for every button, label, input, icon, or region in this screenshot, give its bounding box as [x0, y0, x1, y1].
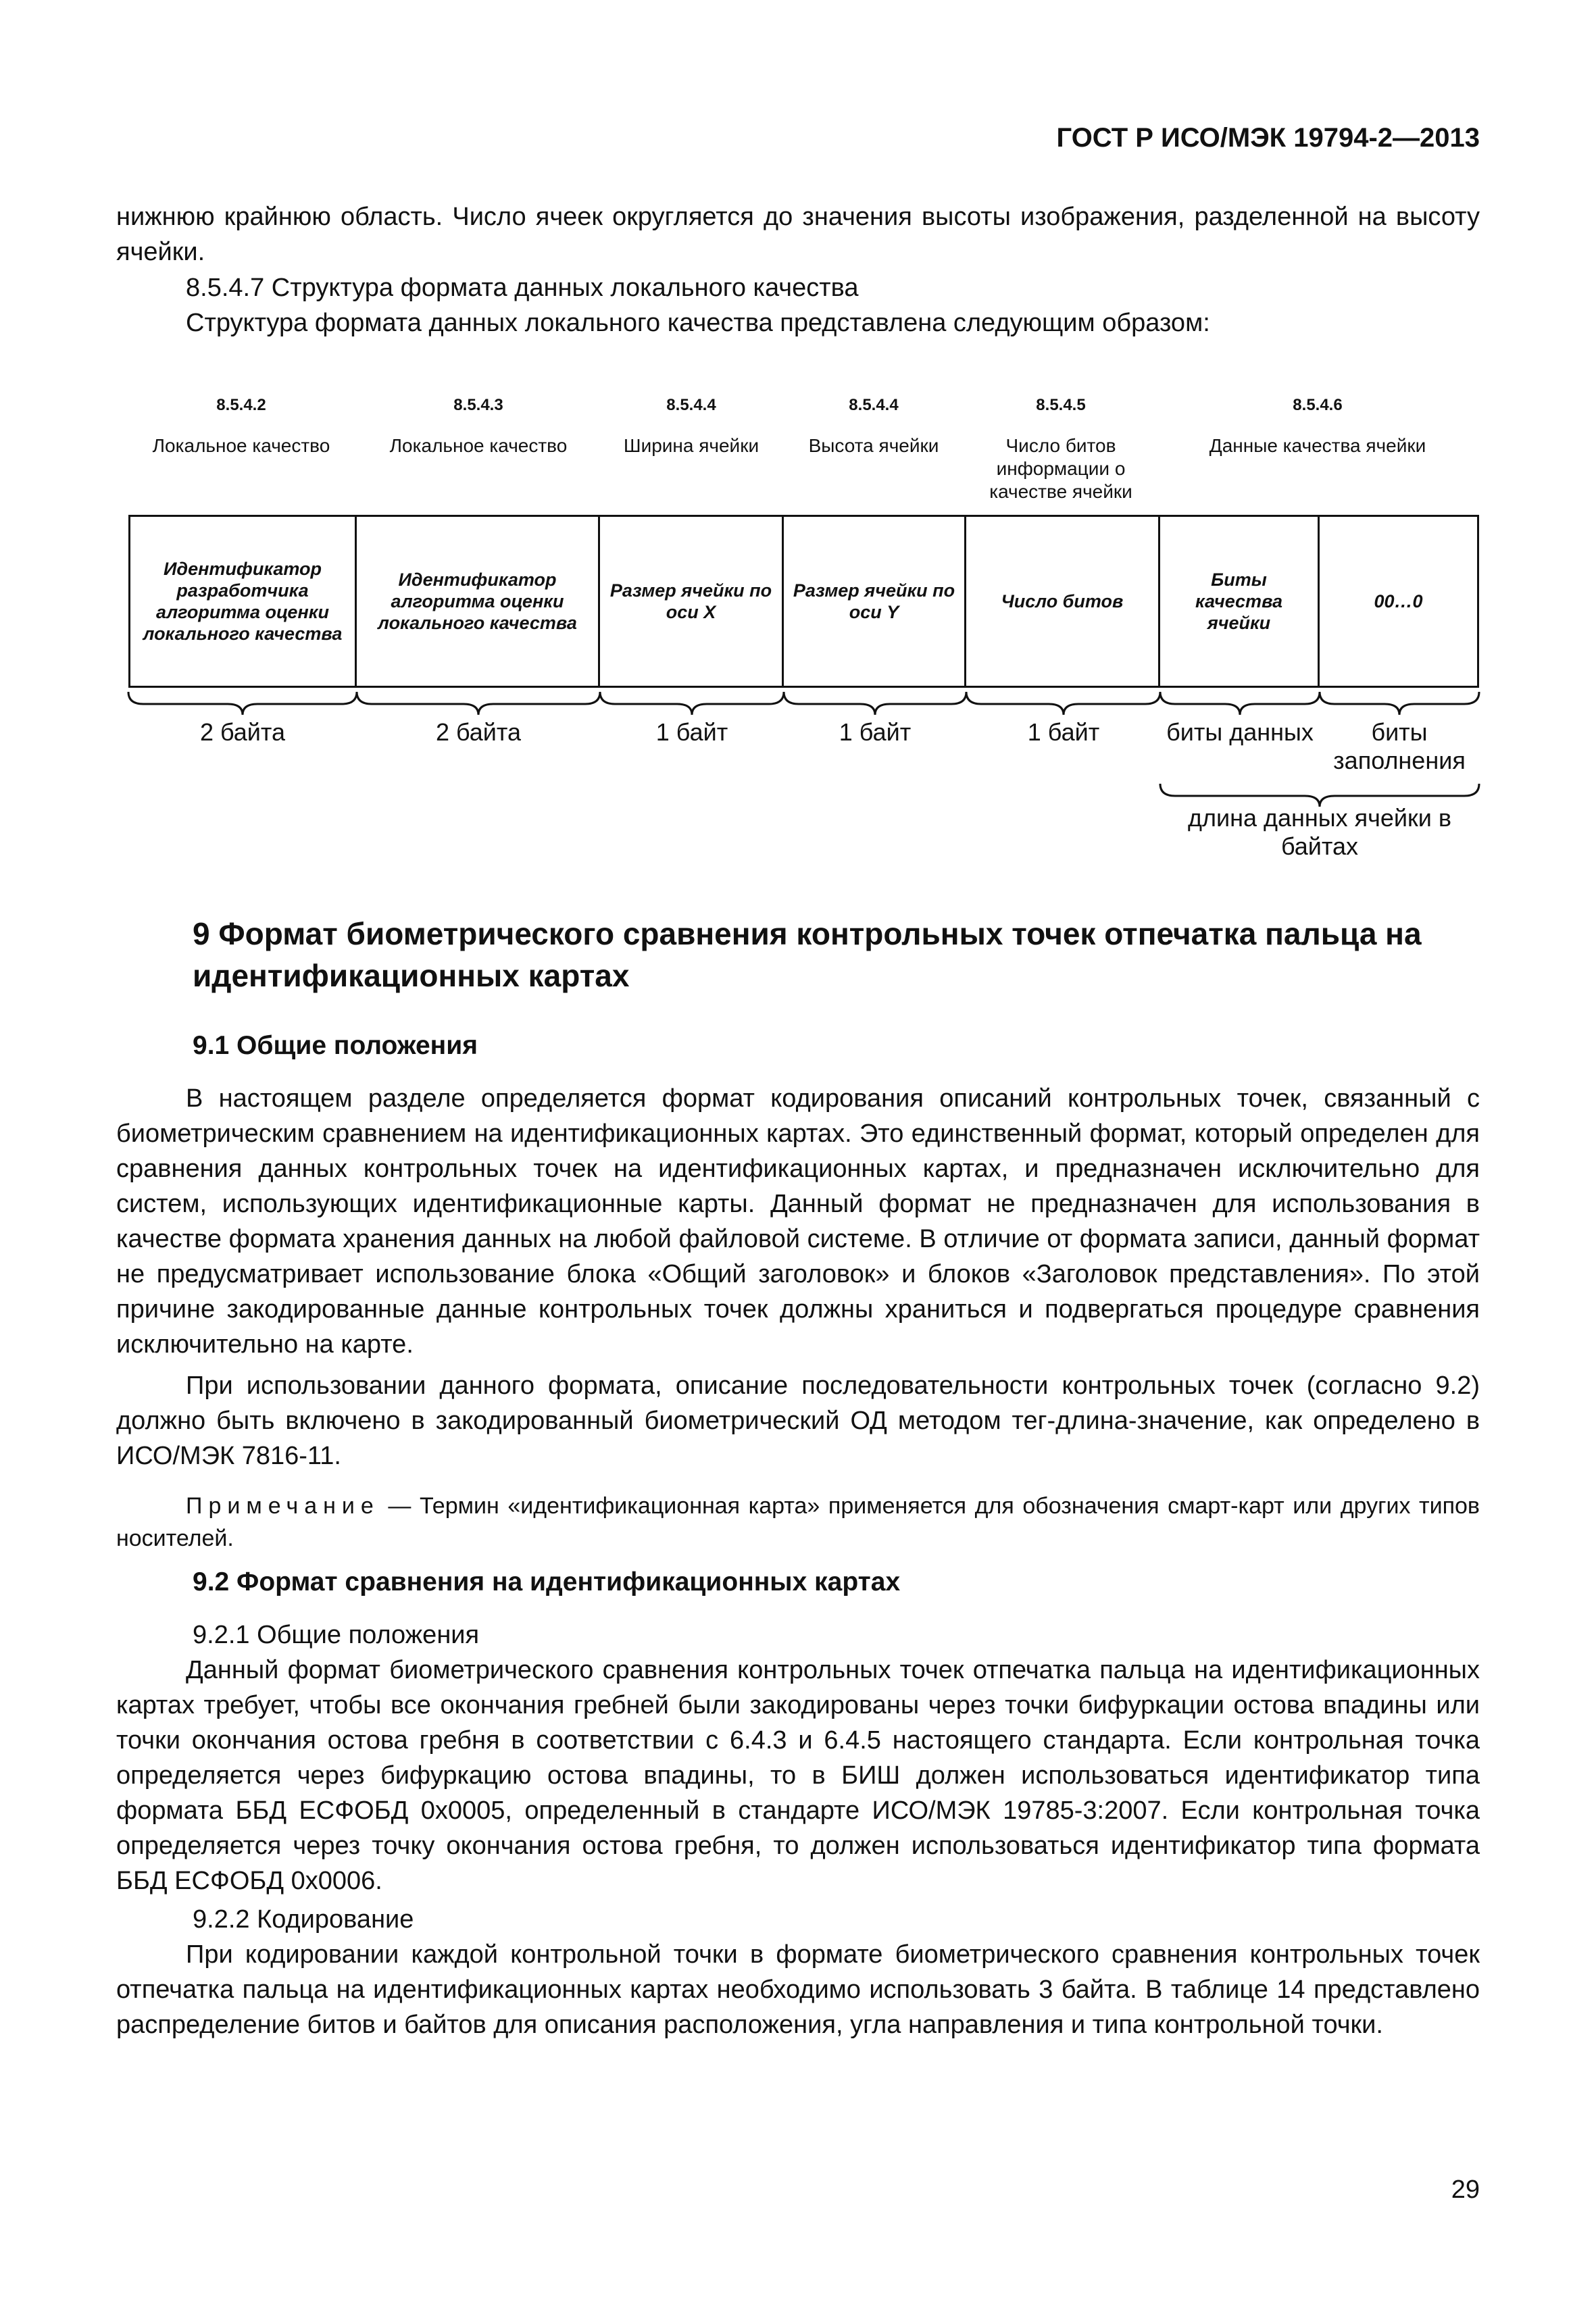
diagram-size-label: биты заполнения	[1333, 718, 1466, 774]
paragraph: Данный формат биометрического сравнения контрольных точек отпечатка пальца на идентификационных картах требует, чтобы все окончания гребней были закодированы через точки бифуркации остова впадины или точки окончания остова гребня в соответствии с 6.4.3 и 6.4.5 настоящего стандарта. Если контрольная точка определяется через бифуркацию остова впадины, то в БИШ должен использоваться идентификатор типа формата ББД ЕСФОБД 0x0005, определенный в стандарте ИСО/МЭК 19785-3:2007. Если контрольная точка определяется через точку окончания остова гребня, то должен использоваться идентификатор типа формата ББД ЕСФОБД 0x0006.	[116, 1656, 1480, 1895]
brace	[1160, 784, 1479, 807]
paragraph-continuation: нижнюю крайнюю область. Число ячеек округляется до значения высоты изображения, разделенной на высоту ячейки.	[116, 203, 1480, 266]
diagram-size-label: 1 байт	[655, 718, 728, 746]
diagram-cell: Число битов	[966, 515, 1160, 688]
diagram-size-label: 1 байт	[1027, 718, 1100, 746]
standard-header: ГОСТ Р ИСО/МЭК 19794-2—2013	[1056, 123, 1480, 153]
diagram-size-label: 1 байт	[839, 718, 912, 746]
brace	[128, 692, 357, 715]
clause-title: 8.5.4.7 Структура формата данных локального качества	[186, 274, 859, 302]
clause-heading: 9.2.1 Общие положения	[193, 1621, 480, 1649]
note	[116, 1490, 1480, 1555]
paragraph: При использовании данного формата, описание последовательности контрольных точек (согласно 9.2) должно быть включено в закодированный биометрический ОД методом тег-длина-значение, как определено в ИСО/МЭК 7816-11.	[116, 1372, 1480, 1470]
diagram-clause-number: 8.5.4.2	[216, 396, 266, 414]
brace	[1320, 692, 1479, 715]
brace	[966, 692, 1160, 715]
brace	[784, 692, 966, 715]
diagram-size-label: 2 байта	[199, 718, 286, 746]
brace	[1160, 692, 1320, 715]
subsection-heading: 9.1 Общие положения	[193, 1031, 478, 1060]
note-label: Примечание	[186, 1493, 380, 1519]
clause-text: Структура формата данных локального качества представлена следующим образом:	[186, 309, 1210, 337]
diagram-field-label: Число битов информации о качестве ячейки	[989, 435, 1132, 502]
diagram-clause-number: 8.5.4.6	[1293, 396, 1343, 414]
diagram-cell: Идентификатор алгоритма оценки локального качества	[357, 515, 600, 688]
diagram-field-label: Высота ячейки	[808, 435, 939, 456]
diagram-total-label: длина данных ячейки в байтах	[1187, 804, 1452, 860]
brace	[600, 692, 784, 715]
paragraph: В настоящем разделе определяется формат кодирования описаний контрольных точек, связанный с биометрическим сравнением на идентификационных картах. Это единственный формат, который определен для сравнения данных контрольных точек на идентификационных картах, и предназначен исключительно для систем, использующих идентификационные карты. Данный формат не предназначен для использования в качестве формата хранения данных на любой файловой системе. В отличие от формата записи, данный формат не предусматривает использование блока «Общий заголовок» и блоков «Заголовок представления». По этой причине закодированные данные контрольных точек должны храниться и подвергаться процедуре сравнения исключительно на карте.	[116, 1084, 1480, 1359]
diagram-clause-number: 8.5.4.4	[666, 396, 716, 414]
diagram-cell: Размер ячейки по оси Y	[784, 515, 966, 688]
diagram-field-label: Локальное качество	[152, 435, 330, 456]
diagram-field-label: Данные качества ячейки	[1209, 435, 1426, 456]
diagram-cell: Биты качества ячейки	[1160, 515, 1320, 688]
note-text: — Термин «идентификационная карта» применяется для обозначения смарт-карт или других типов носителей.	[116, 1493, 1480, 1551]
diagram-field-label: Ширина ячейки	[623, 435, 759, 456]
section-heading: 9 Формат биометрического сравнения контрольных точек отпечатка пальца на идентификационных картах	[193, 916, 1422, 993]
subsection-heading: 9.2 Формат сравнения на идентификационных картах	[193, 1567, 901, 1596]
diagram-clause-number: 8.5.4.4	[849, 396, 899, 414]
diagram-size-label: биты данных	[1166, 718, 1314, 746]
page-number: 29	[1451, 2175, 1480, 2204]
clause-heading: 9.2.2 Кодирование	[193, 1905, 414, 1934]
diagram-size-label: 2 байта	[435, 718, 522, 746]
diagram-clause-number: 8.5.4.3	[453, 396, 503, 414]
diagram-cell: Размер ячейки по оси X	[600, 515, 784, 688]
diagram-cell: 00…0	[1320, 515, 1479, 688]
diagram-field-label: Локальное качество	[389, 435, 568, 456]
diagram-clause-number: 8.5.4.5	[1036, 396, 1086, 414]
brace	[357, 692, 600, 715]
paragraph: При кодировании каждой контрольной точки в формате биометрического сравнения контрольных точек отпечатка пальца на идентификационных картах необходимо использовать 3 байта. В таблице 14 представлено распределение битов и байтов для описания расположения, угла направления и типа контрольной точки.	[116, 1940, 1480, 2039]
diagram-cell: Идентификатор разработчика алгоритма оценки локального качества	[128, 515, 357, 688]
